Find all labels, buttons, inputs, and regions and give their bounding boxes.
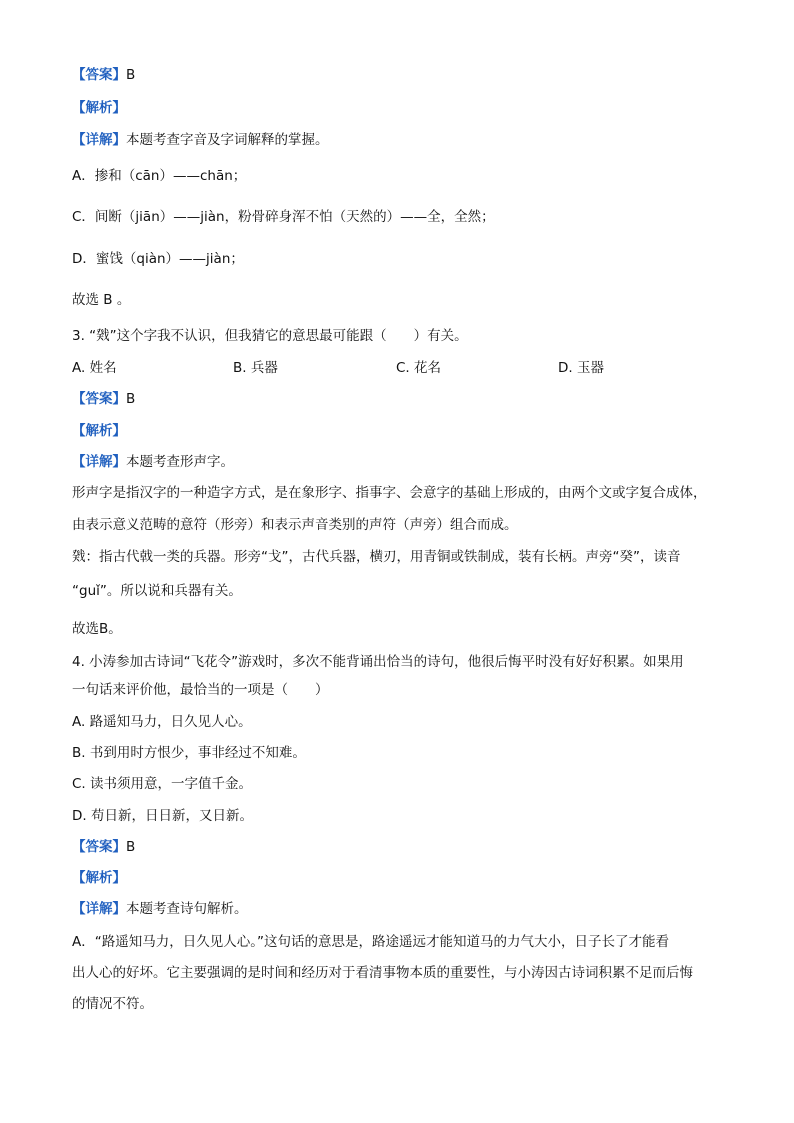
q4-detail-line: [72, 898, 248, 920]
q3-option-c: C. 花名: [396, 360, 442, 376]
q3-detail-line: [72, 451, 234, 473]
q3-analysis-tag: [72, 420, 126, 442]
q4-option-c: C. 读书须用意，一字值千金。: [72, 776, 253, 792]
detail-text: 本题考查诗句解析。: [126, 901, 248, 917]
q4-stem-line: 一句话来评价他，最恰当的一项是（ ）: [72, 682, 329, 698]
detail-text: 本题考查字音及字词解释的掌握。: [126, 132, 329, 148]
analysis-tag: 【解析】: [72, 423, 126, 439]
q3-explanation-line: 戣：指古代戟一类的兵器。形旁“戈”，古代兵器，横刃，用青铜或铁制成，装有长柄。声旁“癸”，读音: [72, 549, 681, 565]
q3-explanation-line: 形声字是指汉字的一种造字方式，是在象形字、指事字、会意字的基础上形成的，由两个文或字复合成体，: [72, 485, 707, 501]
q2-answer-line: [72, 64, 135, 86]
analysis-tag: 【解析】: [72, 100, 126, 116]
q4-option-a: A. 路遥知马力，日久见人心。: [72, 714, 252, 730]
q4-answer-line: [72, 836, 135, 858]
q3-option-a: A. 姓名: [72, 360, 117, 376]
q3-conclusion: 故选B。: [72, 621, 122, 637]
detail-tag: 【详解】: [72, 454, 126, 470]
answer-tag: 【答案】: [72, 67, 126, 83]
q4-option-d: D. 苟日新，日日新，又日新。: [72, 808, 253, 824]
answer-tag: 【答案】: [72, 839, 126, 855]
q2-explanation-line: C．间断（jiān）——jiàn，粉骨碎身浑不怕（天然的）——全，全然；: [72, 209, 495, 225]
q3-option-d: D. 玉器: [558, 360, 604, 376]
q4-analysis-tag: [72, 867, 126, 889]
q4-option-b: B. 书到用时方恨少，事非经过不知难。: [72, 745, 306, 761]
answer-value: B: [126, 391, 136, 407]
q2-explanation-line: A．掺和（cān）——chān；: [72, 168, 247, 184]
q3-explanation-line: 由表示意义范畴的意符（形旁）和表示声音类别的声符（声旁）组合而成。: [72, 517, 518, 533]
q2-analysis-tag: [72, 97, 126, 119]
q4-stem-line: 4. 小涛参加古诗词“飞花令”游戏时，多次不能背诵出恰当的诗句，他很后悔平时没有好好积累。如果用: [72, 654, 684, 670]
q4-explanation-line: A．“路遥知马力，日久见人心。”这句话的意思是，路途遥远才能知道马的力气大小，日子长了才能看: [72, 934, 669, 950]
answer-value: B: [126, 67, 136, 83]
q3-explanation-line: “guǐ”。所以说和兵器有关。: [72, 583, 242, 599]
answer-tag: 【答案】: [72, 391, 126, 407]
q2-conclusion: 故选 B 。: [72, 292, 131, 308]
answer-value: B: [126, 839, 136, 855]
analysis-tag: 【解析】: [72, 870, 126, 886]
detail-tag: 【详解】: [72, 132, 126, 148]
q3-stem: 3. “戣”这个字我不认识，但我猜它的意思最可能跟（ ）有关。: [72, 328, 468, 344]
q3-answer-line: [72, 388, 135, 410]
detail-tag: 【详解】: [72, 901, 126, 917]
q2-explanation-line: D．蜜饯（qiàn）——jiàn；: [72, 251, 244, 267]
q3-option-b: B. 兵器: [233, 360, 278, 376]
detail-text: 本题考查形声字。: [126, 454, 234, 470]
q4-explanation-line: 出人心的好坏。它主要强调的是时间和经历对于看清事物本质的重要性，与小涛因古诗词积累不足而后悔: [72, 965, 693, 981]
q2-detail-line: [72, 129, 329, 151]
q4-explanation-line: 的情况不符。: [72, 996, 153, 1012]
